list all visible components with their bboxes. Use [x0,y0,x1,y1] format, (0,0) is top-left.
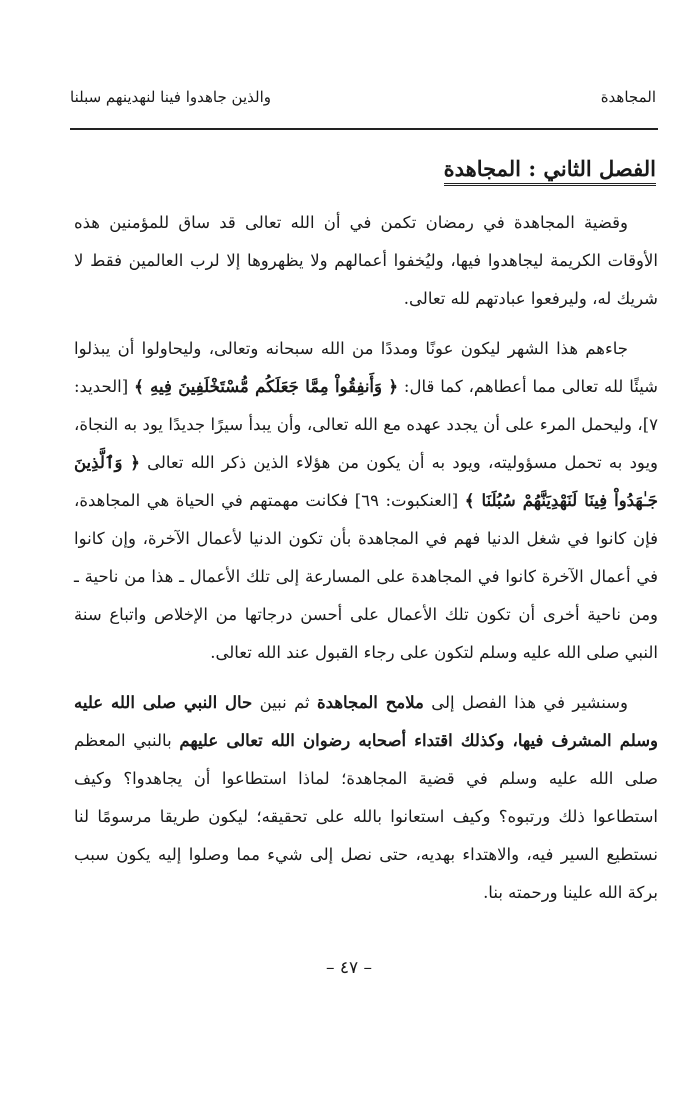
paragraph-2-middle: ، وليحمل المرء على أن يجدد عهده مع الله تعالى، وأن يبدأ سيرًا جديدًا يود به النجاة، ويود به تحمل مسؤوليته، ويود به أن يكون من هؤلاء الذين ذكر الله تعالى [74,415,659,472]
header-book-title: والذين جاهدوا فينا لنهدينهم سبلنا [70,88,271,106]
paragraph-2-intro: جاءهم هذا الشهر ليكون عونًا ومددًا من الله سبحانه وتعالى، وليحاولوا أن يبذلوا شيئًا لله تعالى مما أعطاهم، كما قال: [74,339,659,396]
verse-ref-2: [العنكبوت: ٦٩] [354,491,459,510]
chapter-title: الفصل الثاني : المجاهدة [444,156,656,186]
emphasis-prophet-state: حال النبي صلى الله عليه وسلم المشرف فيها، وكذلك اقتداء أصحابه رضوان الله تعالى عليهم [74,693,659,750]
page-number: – ٤٧ – [325,958,373,978]
paragraph-3-end: بالنبي المعظم صلى الله عليه وسلم في قضية المجاهدة؛ لماذا استطاعوا أن يجاهدوا؟ وكيف استطاعوا ذلك ورتبوه؟ وكيف استعانوا بالله على تحقيقه؛ ليكون طريقا مرسومًا لنا نستطيع السير فيه، والاهتداء بهديه، حتى نصل إلى شيء مما وصلوا إليه يكون سبب بركة الله علينا ورحمته بنا. [74,731,658,902]
header-rule [70,128,658,130]
verse-ref-1: [الحديد: ٧] [74,377,658,434]
quran-verse-1: ﴿ وَأَنفِقُواْ مِمَّا جَعَلَكُم مُّسْتَخْلَفِينَ فِيهِ ﴾ [134,377,399,396]
paragraph-3-then: ثم نبين [259,693,310,712]
paragraph-2-end: فكانت مهمتهم في الحياة هي المجاهدة، فإن كانوا في شغل الدنيا فهم في المجاهدة بأن تكون الدنيا لأعمال الآخرة، وإن كانوا في أعمال الآخرة كانوا في المجاهدة على المسارعة إلى تلك الأعمال ـ هذا من ناحية ـ ومن ناحية أخرى أن تكون تلك الأعمال على أحسن درجاتها من الإخلاص واتباع سنة النبي صلى الله عليه وسلم لتكون على رجاء القبول عند الله تعالى. [74,491,658,662]
running-header [70,88,656,114]
paragraph-1: وقضية المجاهدة في رمضان تكمن في أن الله تعالى قد ساق للمؤمنين هذه الأوقات الكريمة ليجاهدوا فيها، وليُخفوا أعمالهم ولا يظهروها إلا لرب العالمين فقط لا شريك له، وليرفعوا عبادتهم لله تعالى. [74,213,658,308]
paragraph-2 [74,330,658,672]
emphasis-features: ملامح المجاهدة [317,693,424,712]
body-text [74,204,658,912]
paragraph-3 [74,684,658,912]
paragraph-3-intro: وسنشير في هذا الفصل إلى [431,693,628,712]
header-chapter-name: المجاهدة [600,88,656,106]
quran-verse-2: ﴿ وَٱلَّذِينَ جَـٰهَدُواْ فِينَا لَنَهْدِيَنَّهُمْ سُبُلَنَا ﴾ [74,453,658,510]
